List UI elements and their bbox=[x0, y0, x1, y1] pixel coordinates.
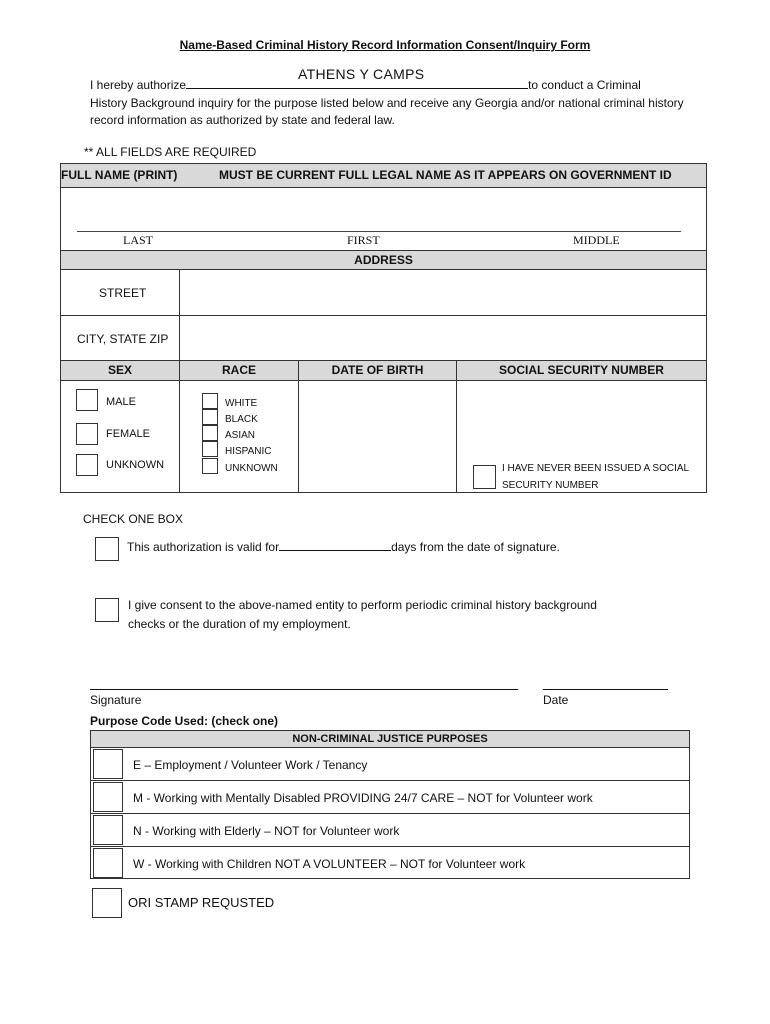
address-header: ADDRESS bbox=[60, 250, 707, 270]
race-asian-checkbox[interactable] bbox=[202, 425, 218, 441]
periodic-consent-line-1: I give consent to the above-named entity to perform periodic criminal history background bbox=[128, 598, 597, 612]
name-instruction: MUST BE CURRENT FULL LEGAL NAME AS IT APPEARS ON GOVERNMENT ID bbox=[219, 168, 672, 182]
signature-line[interactable] bbox=[90, 689, 518, 690]
purpose-header: NON-CRIMINAL JUSTICE PURPOSES bbox=[90, 730, 690, 748]
date-line[interactable] bbox=[543, 689, 668, 690]
purpose-row-e bbox=[90, 747, 690, 781]
last-label: LAST bbox=[123, 233, 153, 247]
sex-option-label: UNKNOWN bbox=[106, 459, 165, 471]
race-white-checkbox[interactable] bbox=[202, 393, 218, 409]
auth-body: History Background inquiry for the purpose listed below and receive any Georgia and/or national criminal history record information as authorized by state and federal law. bbox=[90, 96, 684, 127]
ssn-header: SOCIAL SECURITY NUMBER bbox=[456, 360, 707, 381]
ssn-never-issued-checkbox[interactable] bbox=[473, 465, 496, 489]
city-label: CITY, STATE ZIP bbox=[77, 332, 169, 346]
date-label: Date bbox=[543, 693, 569, 707]
race-hispanic-checkbox[interactable] bbox=[202, 441, 218, 457]
purpose-e-checkbox[interactable] bbox=[93, 749, 123, 779]
full-name-label: FULL NAME (PRINT) bbox=[61, 168, 178, 182]
sex-female-checkbox[interactable] bbox=[76, 423, 98, 445]
purpose-label: Purpose Code Used: (check one) bbox=[90, 714, 279, 728]
auth-suffix: to conduct a Criminal bbox=[528, 78, 641, 92]
street-label: STREET bbox=[99, 286, 147, 300]
validity-prefix: This authorization is valid for bbox=[127, 540, 280, 554]
race-option-label: BLACK bbox=[225, 414, 258, 425]
authorized-entity-blank[interactable] bbox=[186, 88, 528, 89]
sex-cell bbox=[60, 380, 180, 493]
periodic-consent-checkbox[interactable] bbox=[95, 598, 119, 622]
race-unknown-checkbox[interactable] bbox=[202, 458, 218, 474]
race-option-label: UNKNOWN bbox=[225, 463, 278, 474]
first-label: FIRST bbox=[347, 233, 380, 247]
validity-days-text bbox=[127, 540, 560, 554]
purpose-row-w bbox=[90, 846, 690, 879]
purpose-item-label: N - Working with Elderly – NOT for Volunteer work bbox=[133, 824, 400, 838]
race-option-label: ASIAN bbox=[225, 430, 256, 441]
ssn-cell[interactable] bbox=[456, 380, 707, 493]
authorized-entity-value: ATHENS Y CAMPS bbox=[298, 66, 425, 82]
sex-unknown-checkbox[interactable] bbox=[76, 454, 98, 476]
ssn-never-label-1: I HAVE NEVER BEEN ISSUED A SOCIAL bbox=[502, 463, 690, 474]
purpose-w-checkbox[interactable] bbox=[93, 848, 123, 878]
dob-input[interactable] bbox=[298, 380, 457, 493]
purpose-n-checkbox[interactable] bbox=[93, 815, 123, 845]
ssn-never-label-2: SECURITY NUMBER bbox=[502, 480, 599, 491]
required-note: ** ALL FIELDS ARE REQUIRED bbox=[84, 145, 257, 159]
sex-option-label: MALE bbox=[106, 396, 136, 408]
periodic-consent-line-2: checks or the duration of my employment. bbox=[128, 617, 351, 631]
ori-stamp-checkbox[interactable] bbox=[92, 888, 122, 918]
street-label-cell bbox=[60, 269, 180, 316]
form-title: Name-Based Criminal History Record Information Consent/Inquiry Form bbox=[179, 38, 591, 52]
race-option-label: WHITE bbox=[225, 398, 258, 409]
name-entry-row bbox=[60, 187, 707, 251]
dob-header: DATE OF BIRTH bbox=[298, 360, 457, 381]
purpose-item-label: W - Working with Children NOT A VOLUNTEER – NOT for Volunteer work bbox=[133, 857, 526, 871]
purpose-item-label: M - Working with Mentally Disabled PROVIDING 24/7 CARE – NOT for Volunteer work bbox=[133, 791, 593, 805]
city-label-cell bbox=[60, 315, 180, 361]
ori-stamp-label: ORI STAMP REQUSTED bbox=[128, 895, 275, 910]
race-cell bbox=[179, 380, 299, 493]
race-black-checkbox[interactable] bbox=[202, 409, 218, 425]
middle-label: MIDDLE bbox=[573, 233, 620, 247]
validity-days-checkbox[interactable] bbox=[95, 537, 119, 561]
city-state-zip-input[interactable] bbox=[179, 315, 707, 361]
name-underline[interactable] bbox=[77, 231, 681, 232]
signature-label: Signature bbox=[90, 693, 142, 707]
purpose-row-m bbox=[90, 780, 690, 814]
validity-days-blank[interactable] bbox=[279, 550, 391, 551]
street-input[interactable] bbox=[179, 269, 707, 316]
purpose-item-label: E – Employment / Volunteer Work / Tenancy bbox=[133, 758, 368, 772]
purpose-m-checkbox[interactable] bbox=[93, 782, 123, 812]
race-header: RACE bbox=[179, 360, 299, 381]
race-option-label: HISPANIC bbox=[225, 446, 272, 457]
sex-male-checkbox[interactable] bbox=[76, 389, 98, 411]
check-one-label: CHECK ONE BOX bbox=[83, 512, 184, 526]
auth-prefix: I hereby authorize bbox=[90, 78, 187, 92]
name-header-row bbox=[60, 163, 707, 188]
validity-suffix: days from the date of signature. bbox=[391, 540, 560, 554]
sex-header: SEX bbox=[60, 360, 180, 381]
purpose-row-n bbox=[90, 813, 690, 847]
sex-option-label: FEMALE bbox=[106, 428, 151, 440]
